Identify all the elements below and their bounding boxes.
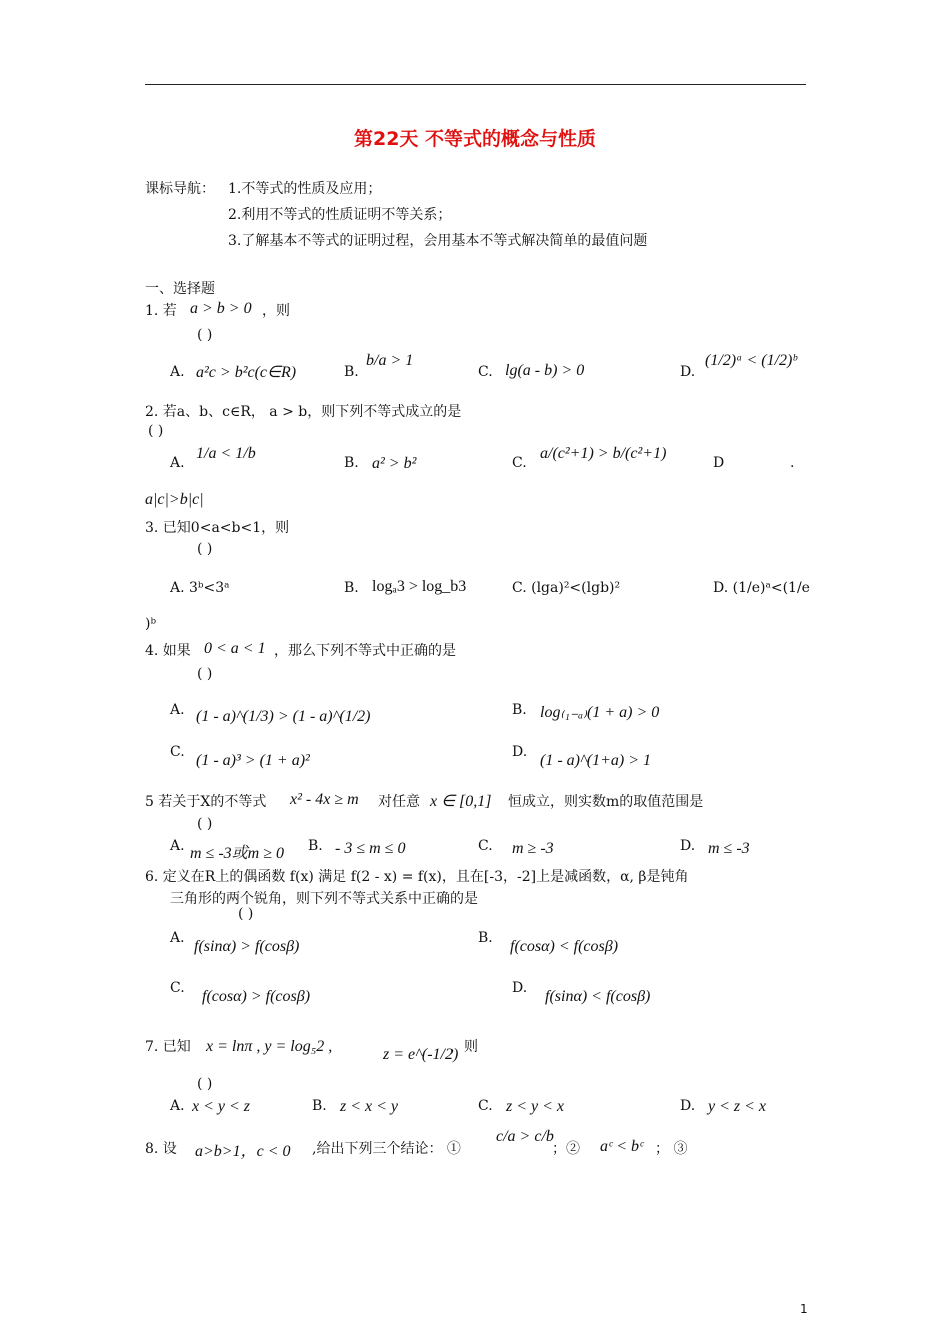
text-line: f(sinα) > f(cosβ): [194, 938, 300, 955]
text-line: a > b > 0: [190, 300, 252, 317]
guide-item-3: 3.了解基本不等式的证明过程，会用基本不等式解决简单的最值问题: [228, 233, 648, 249]
section-title: 一、选择题: [145, 281, 215, 297]
text-line: 8. 设: [145, 1141, 177, 1157]
text-line: B.: [478, 930, 493, 946]
text-line: )ᵇ: [145, 616, 157, 632]
text-line: A.: [170, 930, 185, 946]
guide-item-2: 2.利用不等式的性质证明不等关系；: [228, 207, 452, 223]
text-line: ( ): [197, 327, 213, 343]
text-line: 4. 如果: [145, 643, 191, 659]
text-line: y < z < x: [708, 1098, 767, 1115]
text-line: 三角形的两个锐角，则下列不等式关系中正确的是: [170, 891, 478, 907]
text-line: A.: [170, 838, 185, 854]
text-line: A.: [170, 455, 185, 471]
text-line: a²c > b²c(c∈R): [196, 364, 297, 381]
text-line: 3. 已知0<a<b<1，则: [145, 520, 290, 536]
text-line: ( ): [197, 1076, 213, 1092]
text-line: 1. 若: [145, 303, 177, 319]
text-line: ，则: [450, 1039, 478, 1055]
text-line: 恒成立，则实数m的取值范围是: [508, 794, 704, 810]
text-line: z < y < x: [506, 1098, 565, 1115]
text-line: A. 3ᵇ<3ᵃ: [170, 580, 230, 596]
text-line: x² - 4x ≥ m: [290, 791, 359, 808]
text-line: z = e^(-1/2): [383, 1046, 459, 1063]
text-line: C.: [170, 980, 185, 996]
text-line: D.: [680, 838, 696, 854]
text-line: ( ): [197, 541, 213, 557]
text-line: D.: [512, 980, 528, 996]
text-line: ，则: [262, 303, 290, 319]
text-line: f(sinα) < f(cosβ): [545, 988, 651, 1005]
text-line: C.: [512, 455, 527, 471]
text-line: (1 - a)^(1+a) > 1: [540, 752, 651, 769]
text-line: aᶜ < bᶜ: [600, 1138, 644, 1155]
text-line: x < y < z: [192, 1098, 251, 1115]
text-line: (1 - a)^(1/3) > (1 - a)^(1/2): [196, 708, 371, 725]
text-line: m ≤ -3: [708, 840, 750, 857]
text-line: b/a > 1: [366, 352, 414, 369]
text-line: ( ): [148, 423, 164, 439]
text-line: c/a > c/b: [496, 1128, 554, 1145]
text-line: .: [790, 455, 795, 471]
text-line: C.: [478, 838, 493, 854]
text-line: log₍₁₋ₐ₎(1 + a) > 0: [540, 704, 660, 721]
text-line: (1/2)ᵃ < (1/2)ᵇ: [705, 352, 797, 369]
text-line: D.: [680, 364, 696, 380]
text-line: B.: [308, 838, 323, 854]
text-line: a² > b²: [372, 455, 417, 472]
text-line: B.: [344, 580, 359, 596]
text-line: f(cosα) > f(cosβ): [202, 988, 311, 1005]
text-line: D.: [680, 1098, 696, 1114]
text-line: B.: [344, 455, 359, 471]
text-line: f(cosα) < f(cosβ): [510, 938, 619, 955]
text-line: ； ③: [655, 1141, 688, 1157]
page-title: 第22天 不等式的概念与性质: [353, 128, 597, 150]
guide-item-1: 1.不等式的性质及应用；: [228, 181, 382, 197]
text-line: m ≤ -3或m ≥ 0: [190, 845, 285, 862]
text-line: z < x < y: [340, 1098, 399, 1115]
text-line: ，那么下列不等式中正确的是: [274, 643, 456, 659]
text-line: 7. 已知: [145, 1039, 191, 1055]
text-line: a>b>1，c < 0: [195, 1143, 291, 1160]
text-line: ；②: [552, 1141, 580, 1157]
text-line: - 3 ≤ m ≤ 0: [335, 840, 406, 857]
text-line: x = lnπ , y = log₅2 ,: [206, 1038, 333, 1055]
text-line: C.: [478, 364, 493, 380]
text-line: B.: [512, 702, 527, 718]
text-line: D. (1/e)ᵃ<(1/e: [713, 580, 810, 596]
text-line: D.: [512, 744, 528, 760]
text-line: C. (lga)²<(lgb)²: [512, 580, 621, 596]
header-rule: [145, 84, 806, 85]
text-line: 1/a < 1/b: [196, 445, 256, 462]
text-line: 6. 定义在R上的偶函数 f(x) 满足 f(2 - x) = f(x)，且在[-3，-2]上是减函数，α, β是钝角: [145, 869, 689, 885]
text-line: A.: [170, 702, 185, 718]
text-line: 对任意: [378, 794, 420, 810]
text-line: a/(c²+1) > b/(c²+1): [540, 445, 667, 462]
text-line: 5 若关于X的不等式: [145, 794, 267, 810]
text-line: logₐ3 > log_b3: [372, 578, 467, 595]
text-line: A.: [170, 1098, 185, 1114]
text-line: A.: [170, 364, 185, 380]
guide-label: 课标导航：: [145, 181, 215, 197]
text-line: C.: [170, 744, 185, 760]
text-line: ( ): [238, 906, 254, 922]
text-line: x ∈ [0,1]: [430, 793, 492, 810]
text-line: ( ): [197, 666, 213, 682]
text-line: a|c|>b|c|: [145, 491, 204, 508]
text-line: B.: [312, 1098, 327, 1114]
text-line: ,给出下列三个结论： ①: [312, 1141, 461, 1157]
text-line: m ≥ -3: [512, 840, 554, 857]
text-line: lg(a - b) > 0: [505, 362, 585, 379]
text-line: D: [713, 455, 725, 471]
text-line: (1 - a)³ > (1 + a)²: [196, 752, 310, 769]
page-number: 1: [800, 1302, 808, 1316]
text-line: 2. 若a、b、c∈R， a > b，则下列不等式成立的是: [145, 404, 462, 420]
text-line: B.: [344, 364, 359, 380]
text-line: ( ): [197, 816, 213, 832]
text-line: 0 < a < 1: [204, 640, 266, 657]
text-line: C.: [478, 1098, 493, 1114]
